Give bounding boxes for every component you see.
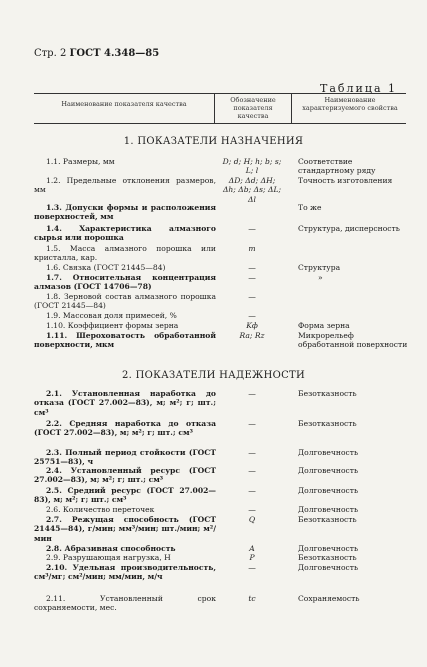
row-name: 1.11. Шероховатость обработанной поверхности, мкм	[34, 331, 216, 350]
row-name: 1.7. Относительная концентрация алмазов (ГОСТ 14706—78)	[34, 273, 216, 292]
row-name: 1.6. Связка (ГОСТ 21445—84)	[46, 263, 166, 272]
row-property: То же	[298, 203, 322, 212]
row-name: 1.10. Коэффициент формы зерна	[46, 321, 179, 330]
table-label: Таблица 1	[320, 82, 397, 95]
row-name: 1.1. Размеры, мм	[46, 157, 115, 166]
row-property: Долговечность	[298, 544, 359, 553]
column-divider-2	[291, 93, 292, 123]
page-number: Стр. 2	[34, 48, 67, 59]
row-property: Форма зерна	[298, 321, 350, 330]
row-symbol: —	[248, 505, 256, 514]
row-name: 2.9. Разрушающая нагрузка, Н	[46, 553, 171, 562]
section-title-purpose: 1. ПОКАЗАТЕЛИ НАЗНАЧЕНИЯ	[123, 136, 304, 147]
row-symbol: —	[248, 389, 256, 398]
row-name: 2.5. Средний ресурс (ГОСТ 27.002—83), м; м²; г; шт.; см³	[34, 486, 216, 505]
row-property: Структура	[298, 263, 341, 272]
row-name: 2.8. Абразивная способность	[46, 544, 176, 553]
row-symbol: —	[248, 563, 256, 572]
row-property: Долговечность	[298, 486, 359, 495]
row-name: 1.2. Предельные отклонения размеров, мм	[34, 176, 216, 195]
row-name: 2.6. Количество переточек	[46, 505, 155, 514]
row-property: Безотказность	[298, 389, 357, 398]
row-name: 2.11. Установленный срок сохраняемости, мес.	[34, 594, 216, 613]
row-property: Долговечность	[298, 563, 359, 572]
row-name: 2.10. Удельная производительность, см³/мг; см²/мин; мм/мин, м/ч	[34, 563, 216, 582]
row-name: 2.1. Установленная наработка до отказа (ГОСТ 27.002—83), м; м²; г; шт.; см³	[34, 389, 216, 417]
row-symbol: P	[249, 553, 255, 562]
row-property: Долговечность	[298, 466, 359, 475]
standard-number: ГОСТ 4.348—85	[69, 48, 160, 59]
row-symbol: —	[248, 263, 256, 272]
row-symbol: —	[248, 448, 256, 457]
row-name: 2.2. Средняя наработка до отказа (ГОСТ 27.002—83), м; м²; г; шт.; см³	[34, 419, 216, 438]
row-name: 1.9. Массовая доля примесей, %	[46, 311, 177, 320]
row-property: Безотказность	[298, 515, 357, 524]
row-property: Микрорельеф обработанной поверхности	[298, 331, 408, 350]
row-property: Структура, дисперсность	[298, 224, 400, 233]
column-divider-1	[214, 93, 215, 123]
row-symbol: —	[248, 311, 256, 320]
row-symbol: D; d; H; h; b; s; L; l	[222, 157, 282, 176]
row-property: Безотказность	[298, 553, 357, 562]
row-property: Долговечность	[298, 448, 359, 457]
column-header-name: Наименование показателя качества	[61, 100, 187, 108]
row-symbol: —	[248, 486, 256, 495]
row-property: »	[318, 273, 323, 282]
row-symbol: —	[248, 466, 256, 475]
row-symbol: Q	[248, 515, 256, 524]
row-name: 1.5. Масса алмазного порошка или кристалла, кар.	[34, 244, 216, 263]
row-symbol: ΔD; Δd; ΔH; Δh; Δb; Δs; ΔL; Δl	[222, 176, 282, 204]
row-name: 2.4. Установленный ресурс (ГОСТ 27.002—83), м; м²; г; шт.; см³	[34, 466, 216, 485]
row-symbol: —	[248, 224, 256, 233]
row-symbol: Ra; Rz	[239, 331, 265, 340]
table-header-rule	[34, 123, 406, 124]
column-header-property: Наименование характеризуемого свойства	[302, 96, 398, 112]
row-property: Безотказность	[298, 419, 357, 428]
row-property: Соответствие стандартному ряду	[298, 157, 376, 176]
row-symbol: Kф	[246, 321, 258, 330]
row-symbol: tс	[248, 594, 256, 603]
row-name: 1.3. Допуски формы и расположения поверхностей, мм	[34, 203, 216, 222]
row-symbol: —	[248, 292, 256, 301]
page-header	[34, 48, 159, 59]
row-symbol: m	[248, 244, 256, 253]
section-title-reliability: 2. ПОКАЗАТЕЛИ НАДЕЖНОСТИ	[121, 370, 306, 381]
table-top-rule	[34, 93, 406, 94]
row-symbol: —	[248, 419, 256, 428]
row-symbol: A	[249, 544, 255, 553]
row-name: 2.3. Полный период стойкости (ГОСТ 25751—83), ч	[34, 448, 216, 467]
row-symbol: —	[248, 273, 256, 282]
row-property: Точность изготовления	[298, 176, 393, 185]
row-name: 2.7. Режущая способность (ГОСТ 21445—84), г/мин; мм³/мин; шт./мин; м²/мин	[34, 515, 216, 543]
row-name: 1.8. Зерновой состав алмазного порошка (ГОСТ 21445—84)	[34, 292, 216, 311]
column-header-symbol: Обозначение показателя качества	[230, 96, 276, 120]
row-property: Сохраняемость	[298, 594, 360, 603]
row-property: Долговечность	[298, 505, 359, 514]
row-name: 1.4. Характеристика алмазного сырья или порошка	[34, 224, 216, 243]
